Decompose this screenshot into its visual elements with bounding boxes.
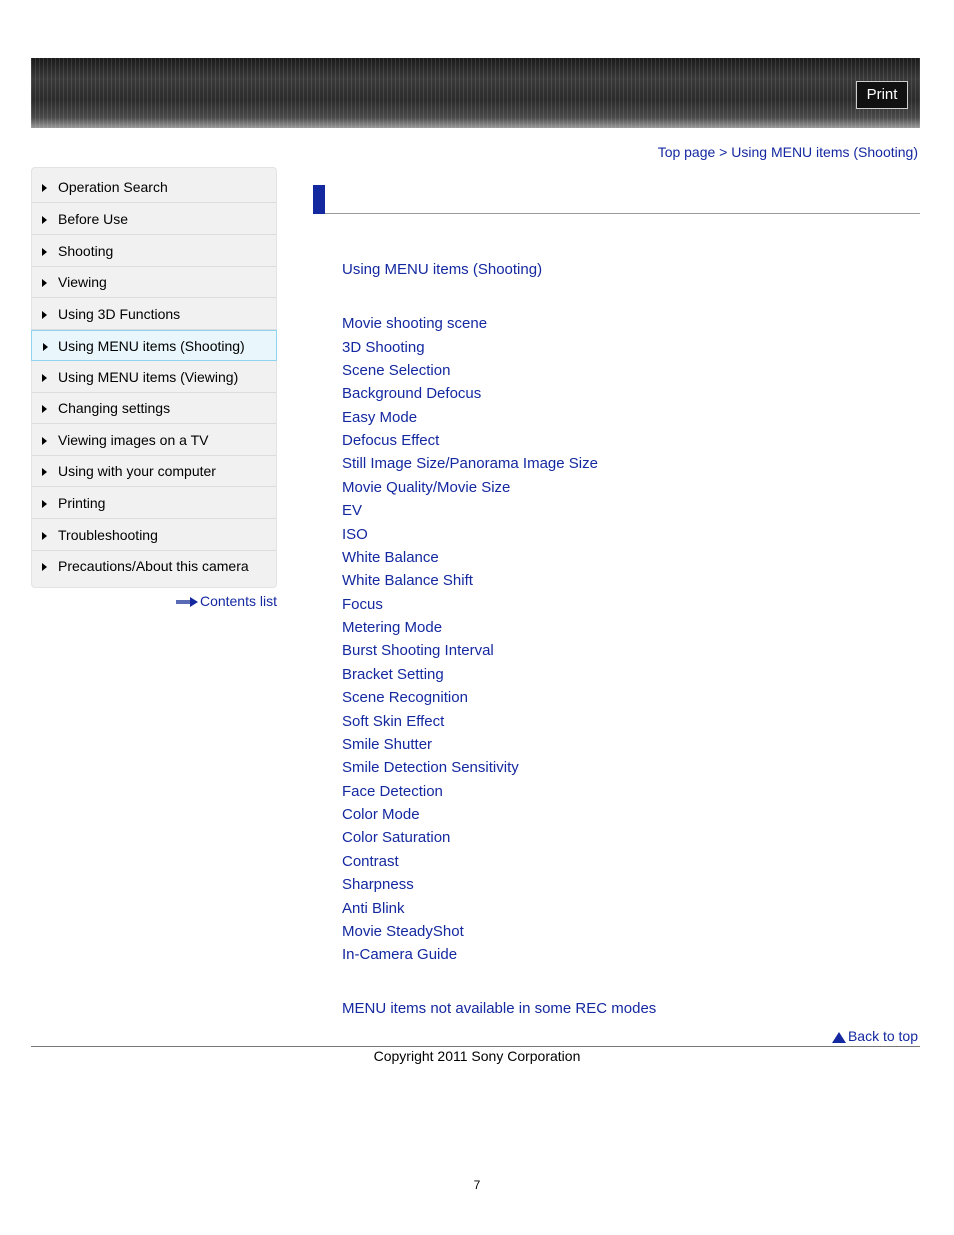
content-link[interactable]: Still Image Size/Panorama Image Size: [342, 455, 598, 472]
content-link[interactable]: White Balance: [342, 549, 439, 566]
triangle-right-icon: [42, 563, 47, 571]
sidebar-item-label: Shooting: [58, 243, 114, 259]
content-link[interactable]: Color Saturation: [342, 829, 451, 846]
sidebar-item-menu-viewing[interactable]: [32, 362, 276, 393]
sidebar-item-label: Using MENU items (Viewing): [58, 369, 239, 385]
print-button[interactable]: Print: [856, 81, 908, 109]
contents-list-label: Contents list: [199, 593, 277, 609]
title-divider: [325, 213, 920, 214]
sidebar-item-label: Precautions/About this camera: [58, 558, 249, 574]
triangle-right-icon: [42, 500, 47, 508]
sidebar-item-label: Printing: [58, 495, 106, 511]
sidebar-item-troubleshooting[interactable]: [32, 520, 276, 551]
sidebar-item-computer[interactable]: [32, 456, 276, 487]
triangle-right-icon: [42, 279, 47, 287]
triangle-right-icon: [42, 216, 47, 224]
triangle-right-icon: [42, 311, 47, 319]
content-link[interactable]: Sharpness: [342, 876, 414, 893]
content-link[interactable]: Smile Shutter: [342, 736, 433, 753]
content-link[interactable]: Background Defocus: [342, 385, 482, 402]
content-link[interactable]: Soft Skin Effect: [342, 713, 445, 730]
content-link[interactable]: Bracket Setting: [342, 666, 444, 683]
sidebar-item-shooting[interactable]: [32, 236, 276, 267]
sidebar-item-label: Using MENU items (Shooting): [58, 338, 245, 354]
back-to-top-label: Back to top: [847, 1028, 918, 1044]
section-link[interactable]: Using MENU items (Shooting): [342, 261, 543, 278]
sidebar-item-precautions[interactable]: [32, 551, 276, 582]
sidebar-item-viewing-tv[interactable]: [32, 425, 276, 456]
triangle-right-icon: [42, 248, 47, 256]
content-link[interactable]: Movie SteadyShot: [342, 923, 464, 940]
triangle-right-icon: [42, 532, 47, 540]
header-banner: [31, 58, 920, 128]
breadcrumb-separator: >: [715, 144, 732, 160]
sidebar-item-label: Troubleshooting: [58, 527, 158, 543]
content-link[interactable]: Smile Detection Sensitivity: [342, 759, 519, 776]
content-link[interactable]: In-Camera Guide: [342, 946, 458, 963]
back-to-top-link[interactable]: [832, 1028, 918, 1044]
contents-list-link[interactable]: [176, 593, 277, 609]
content-link[interactable]: Contrast: [342, 853, 399, 870]
sidebar-item-operation-search[interactable]: [32, 172, 276, 203]
sidebar-item-printing[interactable]: [32, 488, 276, 519]
sidebar-item-label: Operation Search: [58, 179, 168, 195]
content-link[interactable]: Scene Recognition: [342, 689, 468, 706]
breadcrumb: [658, 144, 918, 160]
sidebar-item-menu-shooting[interactable]: [31, 330, 277, 361]
triangle-right-icon: [42, 184, 47, 192]
content-link[interactable]: Scene Selection: [342, 362, 451, 379]
content-link[interactable]: Color Mode: [342, 806, 420, 823]
breadcrumb-current[interactable]: Using MENU items (Shooting): [731, 144, 918, 160]
triangle-right-icon: [43, 343, 48, 351]
footer-divider: [31, 1046, 920, 1047]
title-accent-bar: [313, 185, 325, 214]
sidebar-item-changing-settings[interactable]: [32, 393, 276, 424]
menu-items-not-available-link[interactable]: MENU items not available in some REC modes: [342, 1000, 657, 1017]
content-link[interactable]: Defocus Effect: [342, 432, 440, 449]
sidebar-item-label: Before Use: [58, 211, 129, 227]
triangle-right-icon: [42, 437, 47, 445]
content-link[interactable]: Movie Quality/Movie Size: [342, 479, 511, 496]
content-link[interactable]: Movie shooting scene: [342, 315, 488, 332]
content-link[interactable]: Burst Shooting Interval: [342, 642, 494, 659]
content-link[interactable]: Focus: [342, 596, 383, 613]
content-link[interactable]: ISO: [342, 526, 368, 543]
triangle-right-icon: [42, 374, 47, 382]
content-link[interactable]: Anti Blink: [342, 900, 405, 917]
sidebar-item-3d-functions[interactable]: [32, 299, 276, 330]
sidebar-item-viewing[interactable]: [32, 267, 276, 298]
sidebar-item-label: Viewing: [58, 274, 107, 290]
content-link[interactable]: Face Detection: [342, 783, 443, 800]
triangle-up-icon: [832, 1032, 846, 1043]
page-number: 7: [473, 1178, 481, 1192]
content-link[interactable]: EV: [342, 502, 363, 519]
triangle-right-icon: [42, 405, 47, 413]
sidebar-nav: [31, 167, 277, 588]
sidebar-item-label: Using 3D Functions: [58, 306, 181, 322]
content-link[interactable]: Easy Mode: [342, 409, 418, 426]
sidebar-item-label: Viewing images on a TV: [58, 432, 209, 448]
arrow-right-icon: [176, 597, 198, 607]
copyright-text: Copyright 2011 Sony Corporation: [373, 1048, 581, 1064]
content-link[interactable]: 3D Shooting: [342, 339, 425, 356]
sidebar-item-label: Changing settings: [58, 400, 171, 416]
triangle-right-icon: [42, 468, 47, 476]
content-link[interactable]: Metering Mode: [342, 619, 443, 636]
sidebar-item-label: Using with your computer: [58, 463, 216, 479]
breadcrumb-top-page[interactable]: Top page: [657, 144, 716, 160]
sidebar-item-before-use[interactable]: [32, 204, 276, 235]
content-link[interactable]: White Balance Shift: [342, 572, 473, 589]
